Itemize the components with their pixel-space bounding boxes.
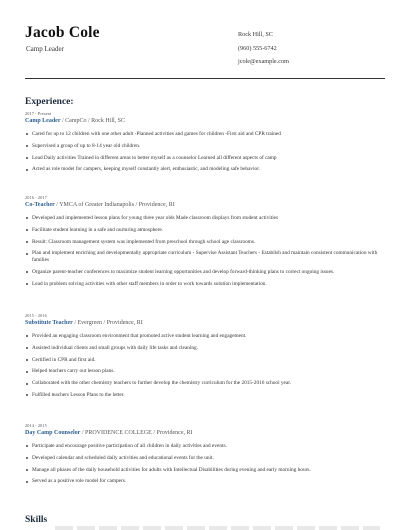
bullet-item: Provided an engaging classroom environment that promoted active student learning and engagement. xyxy=(25,333,385,340)
experience-heading: Experience: xyxy=(25,97,74,107)
job-bullets xyxy=(25,215,385,288)
job-bullets xyxy=(25,443,385,485)
job-entry xyxy=(25,423,385,490)
job-org: / YMCA of Greater Indianapolis / Providence, RI xyxy=(54,202,175,208)
bullet-item: Assisted individual clients and small groups with daily life tasks and cleaning. xyxy=(25,345,385,352)
bullet-item: Facilitate student learning in a safe and nurturing atmosphere. xyxy=(25,227,385,234)
job-date: 2016 - 2017 xyxy=(25,195,47,200)
job-title: Substitute Teacher xyxy=(25,320,73,326)
bullet-item: Certified in CPR and first aid. xyxy=(25,357,385,364)
contact-location: Rock Hill, SC xyxy=(238,31,273,38)
job-heading xyxy=(25,320,385,326)
bullet-item: Collaborated with the other chemistry teachers to further develop the chemistry curriculum for the 2015-2016 school year. xyxy=(25,380,385,387)
bullet-item: Cared for up to 12 children with one other adult -Planned activities and games for children -First aid and CPR trained xyxy=(25,131,385,138)
job-entry xyxy=(25,195,385,293)
job-org: / CampCo / Rock Hill, SC xyxy=(60,118,126,124)
bullet-item: Served as a positive role model for campers. xyxy=(25,478,385,485)
job-heading xyxy=(25,118,385,124)
job-org: / PROVIDENCE COLLEGE / Providence, RI xyxy=(80,430,193,436)
bullet-item: Lead in problem solving activities with other staff members in order to work towards solution implementation. xyxy=(25,281,385,288)
job-bullets xyxy=(25,131,385,173)
resume-header xyxy=(25,22,385,78)
contact-email[interactable]: jcole@example.com xyxy=(238,58,289,65)
contact-phone: (960) 555-6742 xyxy=(238,44,277,52)
bullet-item: Acted as role model for campers, keeping myself constantly alert, enthusiastic, and modeling safe behavior. xyxy=(25,166,385,173)
job-entry xyxy=(25,313,385,404)
cut-off-skills-text xyxy=(55,526,380,530)
job-entry xyxy=(25,111,385,178)
bullet-item: Participate and encourage positive participation of all children in daily activities and events. xyxy=(25,443,385,450)
job-date: 2015 - 2016 xyxy=(25,313,47,318)
contact-block xyxy=(238,28,289,69)
job-heading xyxy=(25,430,385,436)
header-divider xyxy=(25,78,385,79)
bullet-item: Organize parent-teacher conferences to maximize student learning opportunities and develop forward-thinking plans to correct ongoing issues. xyxy=(25,269,385,276)
bullet-item: Plan and implement enriching and developmentally appropriate curriculum - Supervise Assistant Teachers - Establish and maintain consistent communication with families xyxy=(25,250,385,264)
job-org: / Evergreen / Providence, RI xyxy=(72,320,143,326)
bullet-item: Manage all phases of the daily household activities for adults with Intellectual Disabilities during evening and early morning hours. xyxy=(25,467,385,474)
candidate-role: Camp Leader xyxy=(26,45,64,53)
job-bullets xyxy=(25,333,385,399)
bullet-item: Developed calendar and scheduled daily activities and educational events for the unit. xyxy=(25,455,385,462)
bullet-item: Lead Daily activities Trained in different areas to better myself as a counselor Learned all different aspects of camp xyxy=(25,155,385,162)
job-title: Day Camp Counselor xyxy=(25,430,81,436)
bullet-item: Helped teachers carry out lesson plans. xyxy=(25,368,385,375)
bullet-item: Result: Classroom management system was implemented from preschool through school age classrooms. xyxy=(25,239,385,246)
job-date: 2014 - 2015 xyxy=(25,423,47,428)
bullet-item: Developed and implemented lesson plans for young three year olds Made classroom displays from student activities xyxy=(25,215,385,222)
skills-heading: Skills xyxy=(25,515,48,525)
bullet-item: Fulfilled teachers Lesson Plans to the letter. xyxy=(25,392,385,399)
job-title: Co-Teacher xyxy=(25,202,55,208)
job-heading xyxy=(25,202,385,208)
candidate-name: Jacob Cole xyxy=(25,24,100,41)
job-title: Camp Leader xyxy=(25,118,61,124)
job-date: 2017 - Present xyxy=(25,111,52,116)
bullet-item: Supervised a group of up to 8-14 year old children. xyxy=(25,143,385,150)
